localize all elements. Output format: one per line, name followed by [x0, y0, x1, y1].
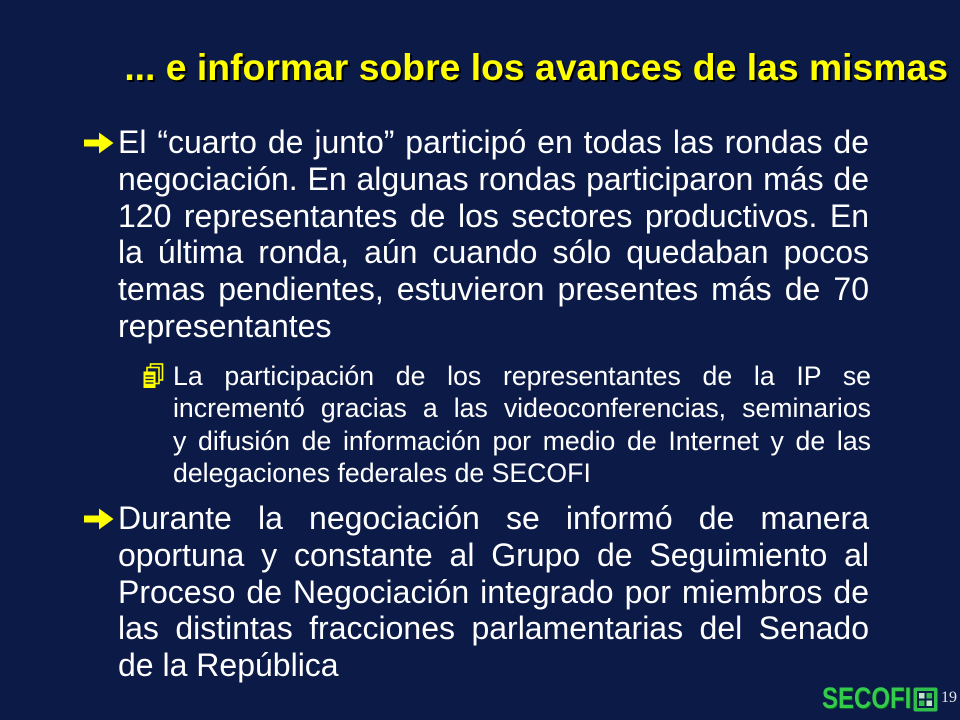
arrow-right-icon [84, 508, 114, 530]
bullet-1-line: la última ronda, aún cuando sólo quedaban pocos [118, 234, 869, 271]
bullet-1-line: 120 representantes de los sectores productivos. En [118, 197, 869, 234]
bullet-2-line: de la República [118, 647, 339, 684]
arrow-right-icon [84, 132, 114, 154]
stacked-pages-icon [142, 363, 164, 389]
sub-bullet [173, 360, 871, 489]
bullet-1-line: negociación. En algunas rondas participaron más de [118, 160, 869, 197]
bullet-2 [118, 500, 869, 684]
sub-bullet-line: La participación de los representantes de la IP se [173, 361, 871, 391]
secofi-logo: SECOFI [822, 682, 912, 715]
bullet-2-line: oportuna y constante al Grupo de Seguimiento al [118, 536, 869, 573]
bullet-1-line: temas pendientes, estuvieron presentes más de 70 [118, 271, 869, 308]
bullet-2-line: Proceso de Negociación integrado por miembros de [118, 573, 869, 610]
page-number: 19 [941, 689, 957, 706]
sub-bullet-line: y difusión de información por medio de Internet y de las [173, 425, 871, 456]
sub-bullet-line: incrementó gracias a las videoconferencias, seminarios [173, 393, 871, 424]
sub-bullet-line: delegaciones federales de SECOFI [173, 457, 591, 488]
slide-title: ... e informar sobre los avances de las mismas [124, 46, 948, 88]
bullet-2-line: las distintas fracciones parlamentarias del Senado [118, 610, 869, 647]
bullet-2-line: Durante la negociación se informó de manera [118, 500, 869, 536]
emblem-icon [913, 687, 938, 712]
bullet-1-line: representantes [118, 307, 332, 344]
bullet-1-line: El “cuarto de junto” participó en todas las rondas de [118, 124, 869, 160]
bullet-1 [118, 124, 869, 345]
